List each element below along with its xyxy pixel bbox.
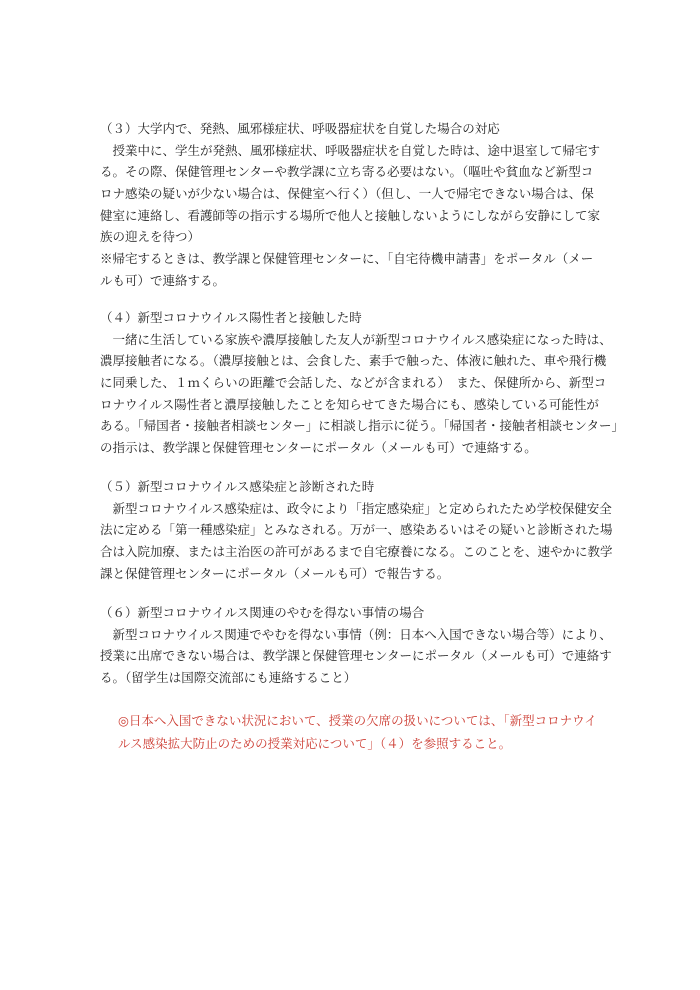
section-heading: （５）新型コロナウイルス感染症と診断された時	[100, 479, 375, 494]
note-line: ◎日本へ入国できない状況において、授業の欠席の扱いについては、「新型コロナウイ	[118, 713, 597, 728]
body-line: ロナウイルス陽性者と濃厚接触したことを知らせてきた場合にも、感染している可能性が	[100, 396, 599, 412]
body-line: ある。「帰国者・接触者相談センター」に相談し指示に従う。「帰国者・接触者相談センター」	[100, 418, 625, 434]
body-line: 新型コロナウイルス関連でやむを得ない事情（例：日本へ入国できない場合等）により、	[100, 626, 612, 642]
section-4	[100, 307, 640, 459]
body-line: 濃厚接触者になる。（濃厚接触とは、会食した、素手で触った、体液に触れた、車や飛行機	[100, 353, 607, 369]
body-line: 課と保健管理センターにポータル（メールも可）で報告する。	[100, 565, 450, 581]
note-line: ルス感染拡大防止のための授業対応について」（４）を参照すること。	[118, 736, 512, 751]
body-line: る。（留学生は国際交流部にも連絡すること）	[100, 670, 357, 686]
body-line: 健室に連絡し、看護師等の指示する場所で他人と接触しないようにしながら安静にして家	[100, 207, 601, 223]
section-heading: （３）大学内で、発熱、風邪様症状、呼吸器症状を自覚した場合の対応	[100, 121, 500, 136]
remark-line: ルも可）で連絡する。	[100, 272, 226, 288]
body-line: る。その際、保健管理センターや教学課に立ち寄る必要はない。（嘔吐や貧血など新型コ	[100, 164, 594, 180]
body-line: 合は入院加療、または主治医の許可があるまで自宅療養になる。このことを、速やかに教学	[100, 544, 613, 560]
section-6	[100, 602, 640, 689]
body-line: 一緒に生活している家族や濃厚接触した友人が新型コロナウイルス感染症になった時は、	[100, 331, 612, 347]
body-line: 法に定める「第一種感染症」とみなされる。万が一、感染あるいはその疑いと診断された場	[100, 522, 613, 538]
body-line: 授業に出席できない場合は、教学課と保健管理センターにポータル（メールも可）で連絡す	[100, 648, 612, 664]
remark-line: ※帰宅するときは、教学課と保健管理センターに、「自宅待機申請書」をポータル（メー	[100, 251, 594, 267]
body-line: 新型コロナウイルス感染症は、政令により「指定感染症」と定められたため学校保健安全	[100, 500, 612, 516]
section-5	[100, 476, 640, 584]
body-line: 族の迎えを待つ）	[100, 229, 201, 245]
red-note	[118, 709, 638, 755]
body-line: の指示は、教学課と保健管理センターにポータル（メールも可）で連絡する。	[100, 440, 537, 456]
section-heading: （４）新型コロナウイルス陽性者と接触した時	[100, 310, 362, 325]
section-heading: （６）新型コロナウイルス関連のやむを得ない事情の場合	[100, 605, 425, 620]
body-line: ロナ感染の疑いが少ない場合は、保健室へ行く）（但し、一人で帰宅できない場合は、保	[100, 186, 594, 202]
body-line: に同乗した、１ｍくらいの距離で会話した、などが含まれる） また、保健所から、新型コ	[100, 375, 607, 391]
body-line: 授業中に、学生が発熱、風邪様症状、呼吸器症状を自覚した時は、途中退室して帰宅す	[100, 142, 601, 158]
section-3	[100, 118, 640, 292]
